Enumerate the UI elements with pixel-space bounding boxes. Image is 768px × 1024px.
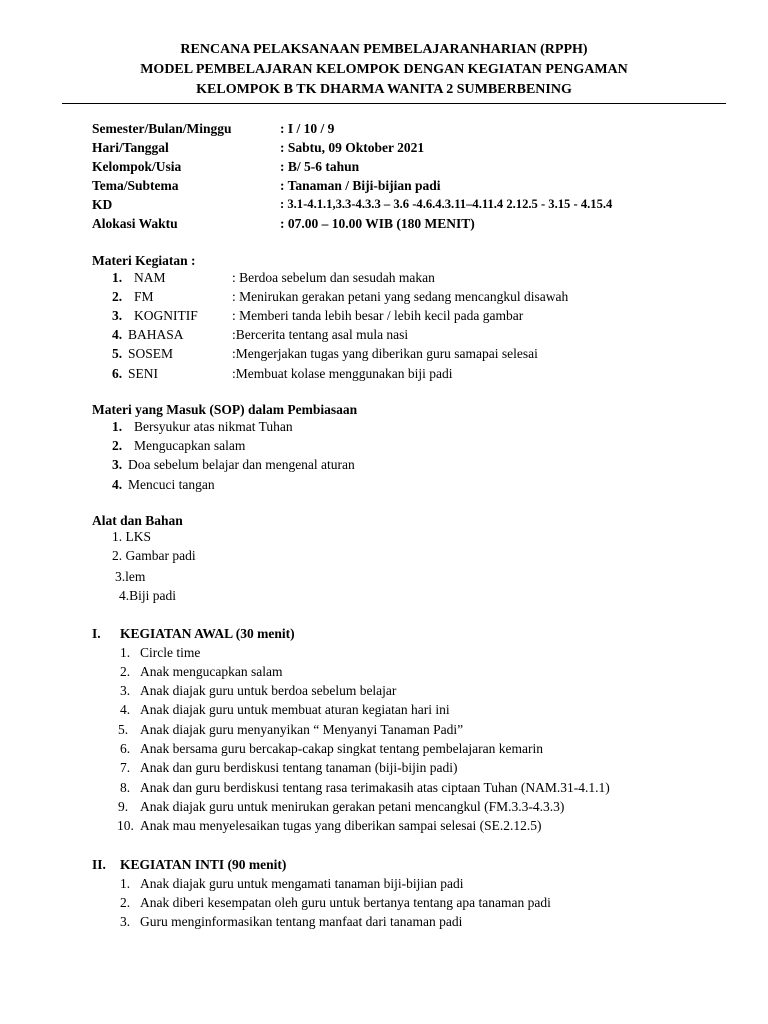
list-number: 4. [112, 477, 123, 492]
section-heading-kegiatan-inti: KEGIATAN INTI (90 menit) [120, 857, 287, 872]
list-number: 3. [120, 914, 131, 929]
aspect-label: KOGNITIF [134, 308, 198, 323]
list-number: 6. [120, 741, 131, 756]
header-divider [62, 103, 726, 104]
identity-label: KD [92, 197, 113, 212]
list-item: Anak dan guru berdiskusi tentang rasa terimakasih atas ciptaan Tuhan (NAM.31-4.1.1) [140, 780, 610, 795]
list-item: Bersyukur atas nikmat Tuhan [134, 419, 293, 434]
aspect-label: FM [134, 289, 154, 304]
list-item: Anak diajak guru untuk mengamati tanaman biji-bijian padi [140, 876, 464, 891]
identity-label: Kelompok/Usia [92, 159, 182, 174]
document-school-line: KELOMPOK B TK DHARMA WANITA 2 SUMBERBENING [196, 82, 572, 97]
identity-label: Hari/Tanggal [92, 140, 169, 155]
aspect-label: BAHASA [128, 327, 184, 342]
aspect-description: :Bercerita tentang asal mula nasi [232, 327, 409, 342]
list-number: 10. [117, 818, 134, 833]
list-item: Anak mengucapkan salam [140, 664, 283, 679]
list-item: Anak diajak guru untuk membuat aturan kegiatan hari ini [140, 702, 450, 717]
list-number: 2. [120, 664, 131, 679]
document-subtitle: MODEL PEMBELAJARAN KELOMPOK DENGAN KEGIATAN PENGAMAN [140, 62, 628, 77]
list-number: 6. [112, 366, 123, 381]
list-number: 2. [120, 895, 131, 910]
section-heading-sop: Materi yang Masuk (SOP) dalam Pembiasaan [92, 402, 358, 417]
section-heading-alat: Alat dan Bahan [92, 513, 183, 528]
list-number: 1. [112, 419, 123, 434]
identity-value: : B/ 5-6 tahun [280, 159, 360, 174]
list-item: Anak mau menyelesaikan tugas yang diberikan sampai selesai (SE.2.12.5) [140, 818, 542, 833]
list-item: 4.Biji padi [119, 588, 176, 603]
list-item: Anak diajak guru untuk berdoa sebelum belajar [140, 683, 397, 698]
aspect-label: NAM [134, 270, 166, 285]
list-number: 3. [120, 683, 131, 698]
section-roman-numeral: II. [92, 857, 106, 872]
list-item: Anak dan guru berdiskusi tentang tanaman (biji-bijin padi) [140, 760, 458, 775]
list-item: 2. Gambar padi [112, 548, 196, 563]
list-item: Anak diberi kesempatan oleh guru untuk bertanya tentang apa tanaman padi [140, 895, 551, 910]
section-roman-numeral: I. [92, 626, 101, 641]
aspect-description: :Membuat kolase menggunakan biji padi [232, 366, 453, 381]
list-item: Mencuci tangan [128, 477, 215, 492]
aspect-label: SOSEM [128, 346, 174, 361]
list-item: Guru menginformasikan tentang manfaat dari tanaman padi [140, 914, 463, 929]
identity-label: Tema/Subtema [92, 178, 179, 193]
list-item: 1. LKS [112, 529, 152, 544]
list-item: 3.lem [115, 569, 146, 584]
list-item: Anak bersama guru bercakap-cakap singkat tentang pembelajaran kemarin [140, 741, 543, 756]
aspect-description: : Menirukan gerakan petani yang sedang mencangkul disawah [232, 289, 569, 304]
list-number: 3. [112, 308, 123, 323]
identity-label: Semester/Bulan/Minggu [92, 121, 232, 136]
section-heading-kegiatan-awal: KEGIATAN AWAL (30 menit) [120, 626, 295, 641]
list-number: 1. [120, 645, 131, 660]
list-number: 2. [112, 289, 123, 304]
list-number: 4. [112, 327, 123, 342]
identity-value: : 07.00 – 10.00 WIB (180 MENIT) [280, 216, 475, 231]
identity-label: Alokasi Waktu [92, 216, 178, 231]
list-number: 1. [120, 876, 131, 891]
list-number: 8. [120, 780, 131, 795]
list-item: Mengucapkan salam [134, 438, 246, 453]
list-number: 2. [112, 438, 123, 453]
aspect-description: :Mengerjakan tugas yang diberikan guru samapai selesai [232, 346, 538, 361]
list-number: 4. [120, 702, 131, 717]
section-heading-materi-kegiatan: Materi Kegiatan : [92, 253, 196, 268]
identity-value: : 3.1-4.1.1,3.3-4.3.3 – 3.6 -4.6.4.3.11–4.11.4 2.12.5 - 3.15 - 4.15.4 [280, 197, 613, 211]
list-item: Doa sebelum belajar dan mengenal aturan [128, 457, 355, 472]
list-item: Anak diajak guru menyanyikan “ Menyanyi Tanaman Padi” [140, 722, 464, 737]
aspect-description: : Memberi tanda lebih besar / lebih kecil pada gambar [232, 308, 524, 323]
identity-value: : I / 10 / 9 [280, 121, 335, 136]
list-number: 5. [118, 722, 129, 737]
list-number: 3. [112, 457, 123, 472]
identity-value: : Sabtu, 09 Oktober 2021 [280, 140, 425, 155]
list-number: 5. [112, 346, 123, 361]
list-number: 1. [112, 270, 123, 285]
list-item: Anak diajak guru untuk menirukan gerakan petani mencangkul (FM.3.3-4.3.3) [140, 799, 565, 814]
aspect-label: SENI [128, 366, 158, 381]
list-number: 9. [118, 799, 129, 814]
identity-value: : Tanaman / Biji-bijian padi [280, 178, 441, 193]
list-item: Circle time [140, 645, 201, 660]
document-title: RENCANA PELAKSANAAN PEMBELAJARANHARIAN (RPPH) [180, 42, 588, 57]
list-number: 7. [120, 760, 131, 775]
aspect-description: : Berdoa sebelum dan sesudah makan [232, 270, 435, 285]
